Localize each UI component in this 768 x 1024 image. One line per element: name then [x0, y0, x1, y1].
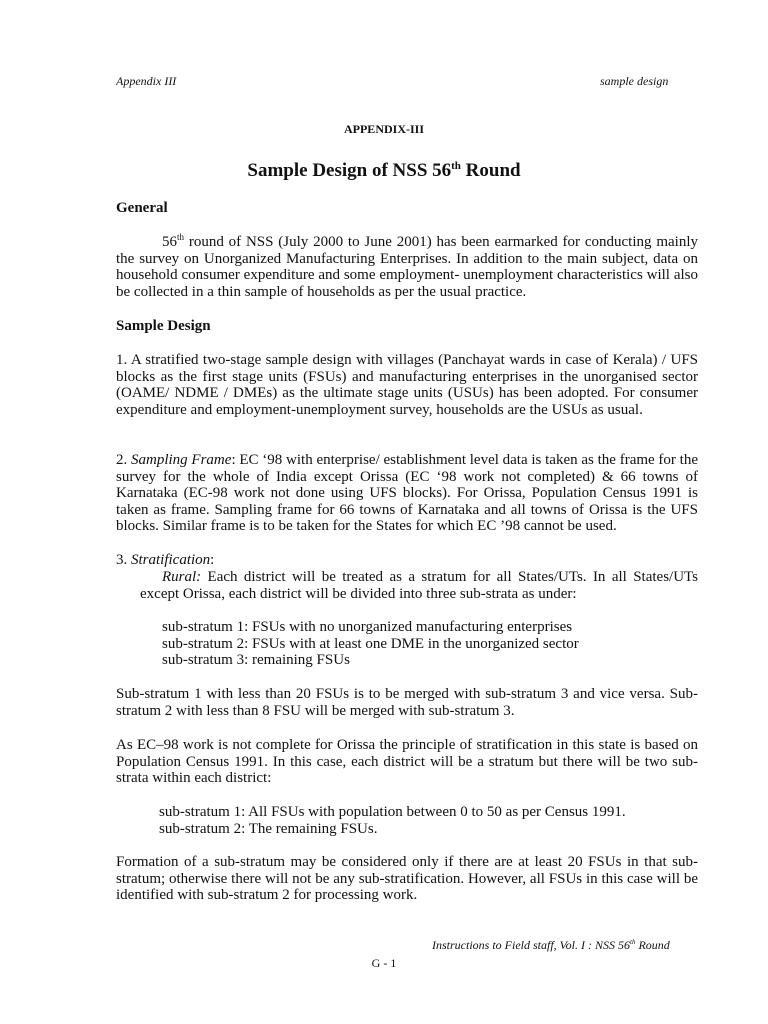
list-item: sub-stratum 2: The remaining FSUs.: [159, 820, 378, 837]
footer-caption-superscript: th: [630, 938, 636, 946]
footer-caption-suffix: Round: [635, 938, 670, 952]
title-suffix: Round: [460, 160, 521, 181]
page-title: [0, 160, 768, 182]
sampling-frame-label: Sampling Frame: [131, 452, 232, 468]
page-number: G - 1: [371, 956, 397, 970]
list-item: sub-stratum 2: FSUs with at least one DME in the unorganized sector: [162, 635, 579, 652]
running-header-left: Appendix III: [116, 74, 177, 88]
rural-label: Rural:: [162, 569, 202, 585]
orissa-substrata-list: [159, 804, 626, 837]
item-3-number: 3.: [116, 552, 131, 568]
rural-paragraph: [140, 569, 698, 602]
item-2-number: 2.: [116, 452, 132, 468]
design-item-1: 1. A stratified two-stage sample design with villages (Panchayat wards in case of Kerala) / UFS blocks as the first stage units (FSUs) and manufacturing enterprises in the unorganised sector (OAME/ NDME / DMEs) as the ultimate stage units (USUs) has been adopted. For consumer expenditure and employment-unemployment survey, households are the USUs as usual.: [116, 352, 698, 418]
appendix-label: APPENDIX-III: [343, 122, 424, 136]
merge-paragraph: Sub-stratum 1 with less than 20 FSUs is to be merged with sub-stratum 3 and vice versa. Sub-stratum 2 with less than 8 FSU will be merged with sub-stratum 3.: [116, 686, 698, 719]
sampling-frame-text: : EC ‘98 with enterprise/ establishment level data is taken as the frame for the survey for the whole of India except Orissa (EC ‘98 work not completed) & 66 towns of Karnataka (EC-98 work not done using UFS blocks). For Orissa, Population Census 1991 is taken as frame. Sampling frame for 66 towns of Karnataka and all towns of Orissa is the UFS blocks. Similar frame is to be taken for the States for which EC ’98 cannot be used.: [116, 452, 698, 535]
formation-paragraph: Formation of a sub-stratum may be considered only if there are at least 20 FSUs in that sub-stratum; otherwise there will not be any sub-stratification. However, all FSUs in this case will be identified with sub-stratum 2 for processing work.: [116, 854, 698, 904]
title-superscript: th: [451, 160, 461, 172]
stratification-label: Stratification: [131, 552, 211, 568]
substrata-list: [162, 619, 579, 669]
running-header-right: sample design: [600, 74, 669, 88]
general-heading: General: [116, 200, 168, 216]
list-item: sub-stratum 1: All FSUs with population between 0 to 50 as per Census 1991.: [159, 804, 626, 820]
list-item: sub-stratum 1: FSUs with no unorganized manufacturing enterprises: [162, 619, 573, 635]
stratification-colon: :: [210, 552, 215, 568]
design-item-3: [116, 552, 698, 569]
footer-caption: [432, 938, 670, 953]
round-superscript: th: [177, 232, 185, 242]
sample-design-heading: Sample Design: [116, 318, 211, 334]
general-paragraph-text: round of NSS (July 2000 to June 2001) has been earmarked for conducting mainly the survey on Unorganized Manufacturing Enterprises. In addition to the main subject, data on household consumer expenditure and some employment- unemployment characteristics will also be collected in a thin sample of households as per the usual practice.: [116, 234, 698, 300]
general-paragraph: [116, 234, 698, 300]
rural-text: Each district will be treated as a stratum for all States/UTs. In all States/UTs except Orissa, each district will be divided into three sub-strata as under:: [140, 569, 698, 602]
design-item-2: [116, 452, 698, 535]
title-text: Sample Design of NSS 56: [247, 160, 452, 181]
orissa-paragraph: As EC–98 work is not complete for Orissa the principle of stratification in this state is based on Population Census 1991. In this case, each district will be a stratum but there will be two sub-strata within each district:: [116, 737, 698, 787]
list-item: sub-stratum 3: remaining FSUs: [162, 652, 350, 669]
footer-caption-text: Instructions to Field staff, Vol. I : NSS 56: [432, 938, 630, 952]
round-number: 56: [162, 234, 177, 250]
